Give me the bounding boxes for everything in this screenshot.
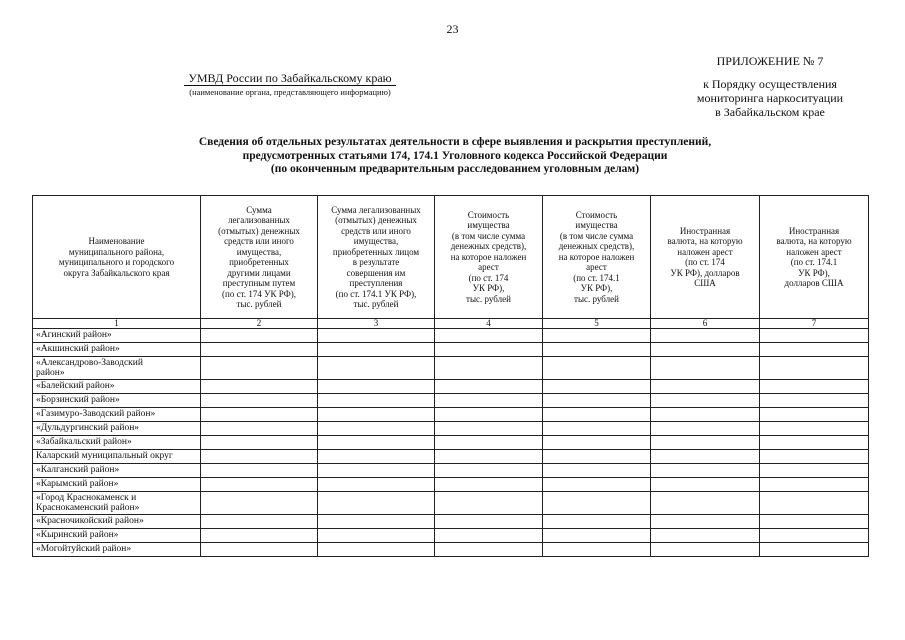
value-cell[interactable]: [651, 515, 760, 529]
district-name-line: «Александрово-Заводский: [36, 357, 143, 368]
value-cell[interactable]: [201, 422, 318, 436]
value-cell[interactable]: [543, 450, 651, 464]
table-row: [33, 543, 869, 557]
column-header-line: Сумма легализованных: [331, 204, 421, 215]
column-header-line: наложен арест: [786, 246, 842, 257]
column-header-line: средств или иного: [224, 236, 294, 246]
district-name-cell: [33, 478, 201, 492]
district-name-cell: [33, 329, 201, 343]
table-row: [33, 436, 869, 450]
value-cell[interactable]: [435, 515, 543, 529]
district-name-cell: [33, 408, 201, 422]
value-cell[interactable]: [435, 529, 543, 543]
value-cell[interactable]: [318, 357, 435, 380]
column-header-line: (по ст. 174.1: [790, 257, 838, 267]
column-header-line: Стоимость: [467, 209, 510, 220]
column-header-line: США: [694, 278, 716, 288]
value-cell[interactable]: [651, 492, 760, 515]
value-cell[interactable]: [543, 478, 651, 492]
value-cell[interactable]: [760, 408, 869, 422]
value-cell[interactable]: [760, 529, 869, 543]
value-cell[interactable]: [543, 380, 651, 394]
district-name-line: «Дульдургинский район»: [36, 423, 140, 434]
column-header-line: имущества: [575, 220, 618, 231]
appendix-line: к Порядку осуществления: [703, 77, 837, 91]
column-header-line: тыс. рублей: [574, 293, 619, 304]
value-cell[interactable]: [543, 515, 651, 529]
column-header-line: Стоимость: [575, 209, 618, 220]
column-header-line: долларов США: [784, 278, 844, 288]
column-header: [201, 196, 318, 319]
column-header-line: приобретенных лицом: [332, 246, 420, 257]
district-name-line: район»: [36, 368, 65, 378]
value-cell[interactable]: [201, 329, 318, 343]
district-name-line: «Красночикойский район»: [36, 516, 144, 527]
column-header-line: Иностранная: [788, 225, 840, 236]
heading-line: (по оконченным предварительным расследованием уголовным делам): [270, 163, 640, 175]
value-cell[interactable]: [543, 343, 651, 357]
district-name-cell: [33, 464, 201, 478]
column-number: 2: [201, 319, 318, 329]
table-row: [33, 380, 869, 394]
organization-name: УМВД России по Забайкальскому краю: [184, 71, 395, 86]
column-header-line: тыс. рублей: [353, 299, 399, 309]
column-header-line: на которое наложен: [558, 251, 635, 262]
value-cell[interactable]: [651, 543, 760, 557]
column-header: [760, 196, 869, 319]
column-header-line: Иностранная: [679, 225, 731, 236]
column-header: [318, 196, 435, 319]
value-cell[interactable]: [760, 492, 869, 515]
column-number: 1: [33, 319, 201, 329]
value-cell[interactable]: [651, 464, 760, 478]
value-cell[interactable]: [318, 436, 435, 450]
value-cell[interactable]: [760, 329, 869, 343]
table-row: [33, 529, 869, 543]
district-name-line: Краснокаменский район»: [36, 503, 140, 513]
column-header-line: УК РФ),: [798, 267, 830, 278]
district-name-cell: [33, 380, 201, 394]
appendix-line: мониторинга наркоситуации: [696, 91, 844, 105]
table-row: [33, 464, 869, 478]
district-name-cell: [33, 492, 201, 515]
column-header-line: легализованных: [228, 215, 290, 225]
value-cell[interactable]: [435, 436, 543, 450]
value-cell[interactable]: [201, 380, 318, 394]
column-number-row: [33, 319, 869, 329]
value-cell[interactable]: [760, 357, 869, 380]
column-header-line: имущества: [467, 220, 510, 231]
column-header-line: денежных средств),: [558, 241, 635, 252]
column-header-line: приобретенных: [229, 257, 289, 267]
value-cell[interactable]: [435, 543, 543, 557]
table-row: [33, 329, 869, 343]
value-cell[interactable]: [318, 380, 435, 394]
column-header-line: муниципального и городского: [58, 257, 175, 267]
column-header-line: арест: [478, 262, 499, 273]
value-cell[interactable]: [543, 464, 651, 478]
column-header-line: арест: [586, 262, 607, 273]
column-header-line: тыс. рублей: [466, 293, 511, 304]
value-cell[interactable]: [435, 422, 543, 436]
district-name-line: «Акшинский район»: [36, 344, 120, 355]
value-cell[interactable]: [651, 529, 760, 543]
appendix-title: ПРИЛОЖЕНИЕ № 7: [716, 54, 824, 68]
value-cell[interactable]: [760, 343, 869, 357]
district-name-line: «Газимуро-Заводский район»: [36, 409, 156, 420]
value-cell[interactable]: [201, 478, 318, 492]
column-header-line: (отмытых) денежных: [335, 215, 417, 225]
column-header-line: на которое наложен: [450, 251, 527, 262]
page-number: 23: [446, 22, 459, 36]
district-name-line: «Борзинский район»: [36, 395, 120, 406]
value-cell[interactable]: [651, 394, 760, 408]
table-row: [33, 450, 869, 464]
column-header-line: УК РФ),: [472, 283, 505, 294]
value-cell[interactable]: [651, 380, 760, 394]
column-header-line: в результате: [352, 257, 400, 267]
value-cell[interactable]: [201, 464, 318, 478]
column-header-line: округа Забайкальского края: [63, 267, 170, 278]
column-number: 7: [760, 319, 869, 329]
value-cell[interactable]: [435, 329, 543, 343]
value-cell[interactable]: [760, 394, 869, 408]
table-row: [33, 408, 869, 422]
column-header-line: наложен арест: [677, 246, 733, 257]
column-header: [651, 196, 760, 319]
district-name-line: «Город Краснокаменск и: [36, 492, 137, 503]
value-cell[interactable]: [760, 464, 869, 478]
value-cell[interactable]: [760, 380, 869, 394]
value-cell[interactable]: [543, 329, 651, 343]
value-cell[interactable]: [201, 543, 318, 557]
column-header-line: (в том числе сумма: [559, 230, 634, 241]
column-header-line: имущества,: [236, 246, 282, 257]
value-cell[interactable]: [318, 394, 435, 408]
column-header-line: другими лицами: [227, 267, 291, 278]
column-header-line: валюта, на которую: [667, 236, 743, 246]
district-name-cell: [33, 357, 201, 380]
column-header-line: УК РФ),: [580, 283, 613, 294]
column-header-line: Наименование: [88, 236, 145, 246]
column-header: [543, 196, 651, 319]
value-cell[interactable]: [543, 357, 651, 380]
value-cell[interactable]: [201, 394, 318, 408]
heading-line: Сведения об отдельных результатах деятельности в сфере выявления и раскрытия преступлений,: [198, 136, 712, 148]
column-header-line: (по ст. 174: [685, 257, 725, 267]
district-name-cell: [33, 543, 201, 557]
table-row: [33, 357, 869, 380]
value-cell[interactable]: [651, 343, 760, 357]
value-cell[interactable]: [435, 408, 543, 422]
district-name-line: «Калганский район»: [36, 465, 120, 476]
value-cell[interactable]: [435, 380, 543, 394]
column-header: [435, 196, 543, 319]
appendix-block: [650, 54, 890, 119]
value-cell[interactable]: [760, 515, 869, 529]
district-name-line: «Забайкальский район»: [36, 437, 132, 448]
report-table: [32, 195, 869, 557]
column-header-line: (по ст. 174: [468, 272, 509, 283]
column-number: 5: [543, 319, 651, 329]
column-header-line: денежных средств),: [450, 241, 527, 252]
value-cell[interactable]: [318, 543, 435, 557]
district-name-cell: [33, 450, 201, 464]
report-heading: [80, 136, 830, 177]
value-cell[interactable]: [543, 408, 651, 422]
column-header: [33, 196, 201, 319]
district-name-line: «Могойтуйский район»: [36, 544, 132, 555]
organization-block: [100, 69, 480, 98]
value-cell[interactable]: [651, 357, 760, 380]
value-cell[interactable]: [543, 394, 651, 408]
column-header-line: (в том числе сумма: [451, 230, 526, 241]
value-cell[interactable]: [201, 357, 318, 380]
district-name-cell: [33, 515, 201, 529]
value-cell[interactable]: [435, 450, 543, 464]
column-header-line: совершения им: [346, 267, 406, 278]
district-name-cell: [33, 436, 201, 450]
value-cell[interactable]: [201, 492, 318, 515]
value-cell[interactable]: [201, 529, 318, 543]
value-cell[interactable]: [760, 450, 869, 464]
value-cell[interactable]: [651, 450, 760, 464]
district-name-cell: [33, 343, 201, 357]
column-header-line: (отмытых) денежных: [218, 225, 300, 236]
value-cell[interactable]: [651, 422, 760, 436]
district-name-line: «Кыринский район»: [36, 530, 119, 541]
value-cell[interactable]: [318, 529, 435, 543]
value-cell[interactable]: [651, 478, 760, 492]
value-cell[interactable]: [201, 450, 318, 464]
district-name-line: «Карымский район»: [36, 479, 119, 490]
value-cell[interactable]: [201, 515, 318, 529]
district-name-cell: [33, 422, 201, 436]
value-cell[interactable]: [543, 543, 651, 557]
district-name-line: «Балейский район»: [36, 381, 115, 392]
appendix-line: в Забайкальском крае: [715, 105, 825, 119]
value-cell[interactable]: [318, 343, 435, 357]
value-cell[interactable]: [651, 329, 760, 343]
value-cell[interactable]: [435, 464, 543, 478]
table-row: [33, 515, 869, 529]
value-cell[interactable]: [760, 436, 869, 450]
value-cell[interactable]: [760, 422, 869, 436]
column-header-line: валюта, на которую: [776, 236, 852, 246]
column-header-line: имущества,: [353, 236, 399, 246]
value-cell[interactable]: [318, 408, 435, 422]
value-cell[interactable]: [318, 422, 435, 436]
column-header-line: средств или иного: [341, 225, 411, 236]
column-header-line: (по ст. 174.1 УК РФ),: [335, 288, 417, 299]
district-name-line: Каларский муниципальный округ: [36, 451, 173, 462]
table-row: [33, 422, 869, 436]
value-cell[interactable]: [760, 478, 869, 492]
district-name-cell: [33, 529, 201, 543]
district-name-line: «Агинский район»: [36, 330, 112, 341]
value-cell[interactable]: [435, 478, 543, 492]
column-header-line: преступления: [349, 278, 403, 288]
table-header-row: [33, 196, 869, 319]
value-cell[interactable]: [435, 357, 543, 380]
column-header-line: (по ст. 174.1: [573, 272, 620, 283]
column-header-line: (по ст. 174 УК РФ),: [222, 288, 296, 299]
value-cell[interactable]: [435, 492, 543, 515]
value-cell[interactable]: [318, 515, 435, 529]
column-header-line: УК РФ), долларов: [670, 267, 740, 278]
heading-line: предусмотренных статьями 174, 174.1 Уголовного кодекса Российской Федерации: [242, 149, 668, 162]
organization-caption: (наименование органа, представляющего информацию): [189, 87, 391, 97]
value-cell[interactable]: [543, 529, 651, 543]
table-row: [33, 478, 869, 492]
column-header-line: тыс. рублей: [236, 299, 282, 309]
table-body: [33, 329, 869, 557]
district-name-cell: [33, 394, 201, 408]
value-cell[interactable]: [318, 492, 435, 515]
value-cell[interactable]: [543, 436, 651, 450]
column-number: 4: [435, 319, 543, 329]
column-number: 3: [318, 319, 435, 329]
value-cell[interactable]: [651, 408, 760, 422]
column-header-line: преступным путем: [222, 278, 296, 288]
table-row: [33, 343, 869, 357]
value-cell[interactable]: [318, 478, 435, 492]
value-cell[interactable]: [435, 394, 543, 408]
value-cell[interactable]: [201, 408, 318, 422]
column-header-line: Сумма: [246, 204, 272, 215]
value-cell[interactable]: [318, 450, 435, 464]
value-cell[interactable]: [435, 343, 543, 357]
value-cell[interactable]: [318, 329, 435, 343]
value-cell[interactable]: [201, 436, 318, 450]
value-cell[interactable]: [760, 543, 869, 557]
value-cell[interactable]: [543, 492, 651, 515]
value-cell[interactable]: [201, 343, 318, 357]
column-number: 6: [651, 319, 760, 329]
value-cell[interactable]: [318, 464, 435, 478]
value-cell[interactable]: [651, 436, 760, 450]
table-row: [33, 492, 869, 515]
value-cell[interactable]: [543, 422, 651, 436]
column-header-line: муниципального района,: [68, 246, 165, 257]
table-row: [33, 394, 869, 408]
